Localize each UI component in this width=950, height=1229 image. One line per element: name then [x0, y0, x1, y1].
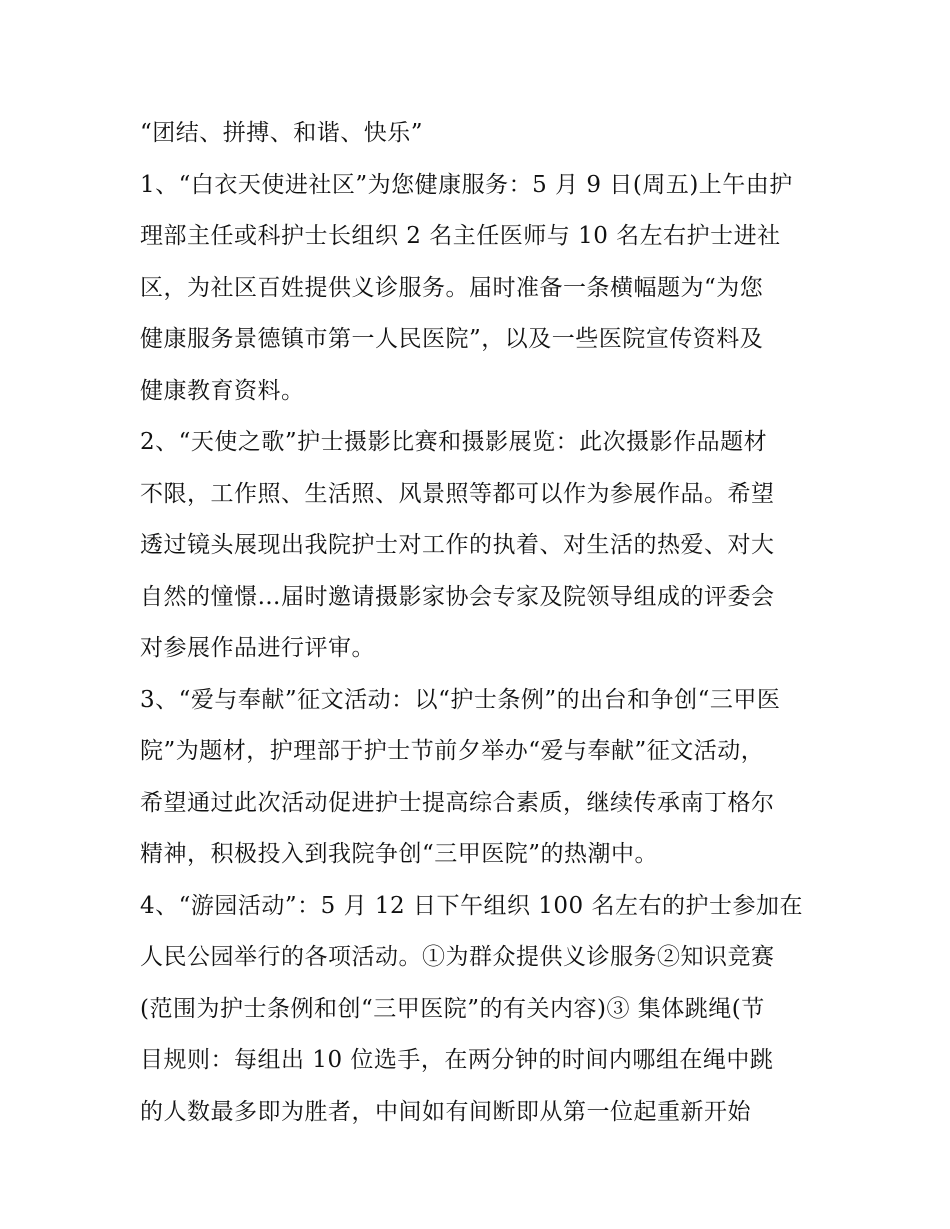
text-line: 区，为社区百姓提供义诊服务。届时准备一条横幅题为“为您: [140, 274, 764, 301]
text-line: 院”为题材，护理部于护士节前夕举办“爱与奉献”征文活动，: [140, 738, 765, 764]
text-line: (范围为护士条例和创“三甲医院”的有关内容)③ 集体跳绳(节: [140, 995, 765, 1022]
text-line: 2、“天使之歌”护士摄影比赛和摄影展览：此次摄影作品题材: [140, 429, 768, 455]
text-line: 人民公园举行的各项活动。①为群众提供义诊服务②知识竞赛: [140, 944, 775, 970]
text-line: 希望通过此次活动促进护士提高综合素质，继续传承南丁格尔: [140, 789, 775, 816]
document-body: [140, 108, 820, 1138]
text-line: 不限，工作照、生活照、风景照等都可以作为参展作品。希望: [140, 480, 775, 507]
text-line: 4、“游园活动”：5 月 12 日下午组织 100 名左右的护士参加在: [140, 892, 804, 919]
text-line: 自然的憧憬…届时邀请摄影家协会专家及院领导组成的评委会: [140, 583, 775, 610]
slogan-line: “团结、拼搏、和谐、快乐”: [140, 120, 424, 146]
text-line: 透过镜头展现出我院护士对工作的执着、对生活的热爱、对大: [140, 532, 775, 558]
text-line: 1、“白衣天使进社区”为您健康服务：5 月 9 日(周五)上午由护: [140, 171, 793, 198]
text-line: 目规则：每组出 10 位选手，在两分钟的时间内哪组在绳中跳: [140, 1047, 774, 1073]
text-line: 健康服务景德镇市第一人民医院”，以及一些医院宣传资料及: [140, 326, 764, 352]
text-line: 3、“爱与奉献”征文活动：以“护士条例”的出台和争创“三甲医: [140, 686, 781, 713]
text-line: 对参展作品进行评审。: [140, 635, 375, 661]
text-line: 理部主任或科护士长组织 2 名主任医师与 10 名左右护士进社: [140, 223, 781, 249]
text-line: 健康教育资料。: [140, 377, 305, 404]
text-line: 精神，积极投入到我院争创“三甲医院”的热潮中。: [140, 841, 659, 867]
text-line: 的人数最多即为胜者，中间如有间断即从第一位起重新开始: [140, 1098, 751, 1125]
